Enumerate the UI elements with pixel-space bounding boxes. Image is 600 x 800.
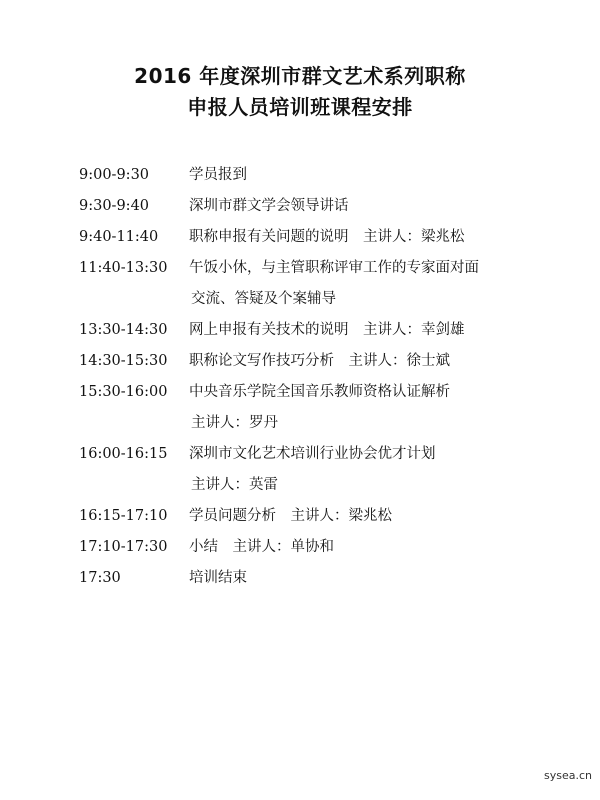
schedule-row bbox=[79, 253, 579, 315]
schedule-list bbox=[79, 160, 579, 594]
schedule-description-line: 中央音乐学院全国音乐教师资格认证解析 bbox=[189, 384, 450, 400]
schedule-time: 9:30-9:40 bbox=[79, 198, 150, 214]
schedule-time: 16:15-17:10 bbox=[79, 508, 168, 524]
schedule-description-line: 深圳市文化艺术培训行业协会优才计划 bbox=[189, 446, 436, 462]
schedule-row bbox=[79, 377, 579, 439]
schedule-time: 9:00-9:30 bbox=[79, 167, 150, 183]
schedule-description bbox=[189, 346, 579, 377]
schedule-description bbox=[189, 439, 579, 501]
schedule-row bbox=[79, 501, 579, 532]
schedule-description-line: 小结 主讲人：单协和 bbox=[189, 539, 334, 555]
schedule-description bbox=[189, 532, 579, 563]
schedule-row bbox=[79, 315, 579, 346]
schedule-description-line: 职称申报有关问题的说明 主讲人：梁兆松 bbox=[189, 229, 465, 245]
schedule-time: 15:30-16:00 bbox=[79, 384, 168, 400]
schedule-time: 13:30-14:30 bbox=[79, 322, 168, 338]
schedule-description bbox=[189, 160, 579, 191]
schedule-description bbox=[189, 222, 579, 253]
schedule-description bbox=[189, 315, 579, 346]
schedule-row bbox=[79, 222, 579, 253]
schedule-row bbox=[79, 439, 579, 501]
schedule-description-line: 职称论文写作技巧分析 主讲人：徐士斌 bbox=[189, 353, 450, 369]
schedule-description-line: 深圳市群文学会领导讲话 bbox=[189, 198, 349, 214]
schedule-description bbox=[189, 501, 579, 532]
schedule-time: 16:00-16:15 bbox=[79, 446, 168, 462]
watermark: sysea.cn bbox=[544, 769, 592, 782]
schedule-description bbox=[189, 563, 579, 594]
document-title-line-1: 2016 年度深圳市群文艺术系列职称 bbox=[134, 64, 466, 88]
schedule-row bbox=[79, 191, 579, 222]
schedule-time: 11:40-13:30 bbox=[79, 260, 168, 276]
document-title-line-2: 申报人员培训班课程安排 bbox=[187, 95, 413, 119]
schedule-description-line: 学员问题分析 主讲人：梁兆松 bbox=[189, 508, 392, 524]
schedule-description-line: 交流、答疑及个案辅导 bbox=[191, 291, 336, 307]
schedule-description-line: 午饭小休，与主管职称评审工作的专家面对面 bbox=[189, 260, 479, 276]
schedule-description bbox=[189, 253, 579, 315]
schedule-description-line: 网上申报有关技术的说明 主讲人：幸剑雄 bbox=[189, 322, 465, 338]
schedule-description-line: 主讲人：英雷 bbox=[191, 477, 278, 493]
schedule-row bbox=[79, 563, 579, 594]
schedule-time: 9:40-11:40 bbox=[79, 229, 159, 245]
schedule-time: 17:30 bbox=[79, 570, 121, 586]
schedule-time: 14:30-15:30 bbox=[79, 353, 168, 369]
schedule-description-line: 学员报到 bbox=[189, 167, 247, 183]
schedule-row bbox=[79, 532, 579, 563]
schedule-description bbox=[189, 377, 579, 439]
schedule-time: 17:10-17:30 bbox=[79, 539, 168, 555]
schedule-description-line: 主讲人：罗丹 bbox=[191, 415, 278, 431]
schedule-row bbox=[79, 346, 579, 377]
schedule-row bbox=[79, 160, 579, 191]
schedule-description bbox=[189, 191, 579, 222]
schedule-description-line: 培训结束 bbox=[189, 570, 247, 586]
